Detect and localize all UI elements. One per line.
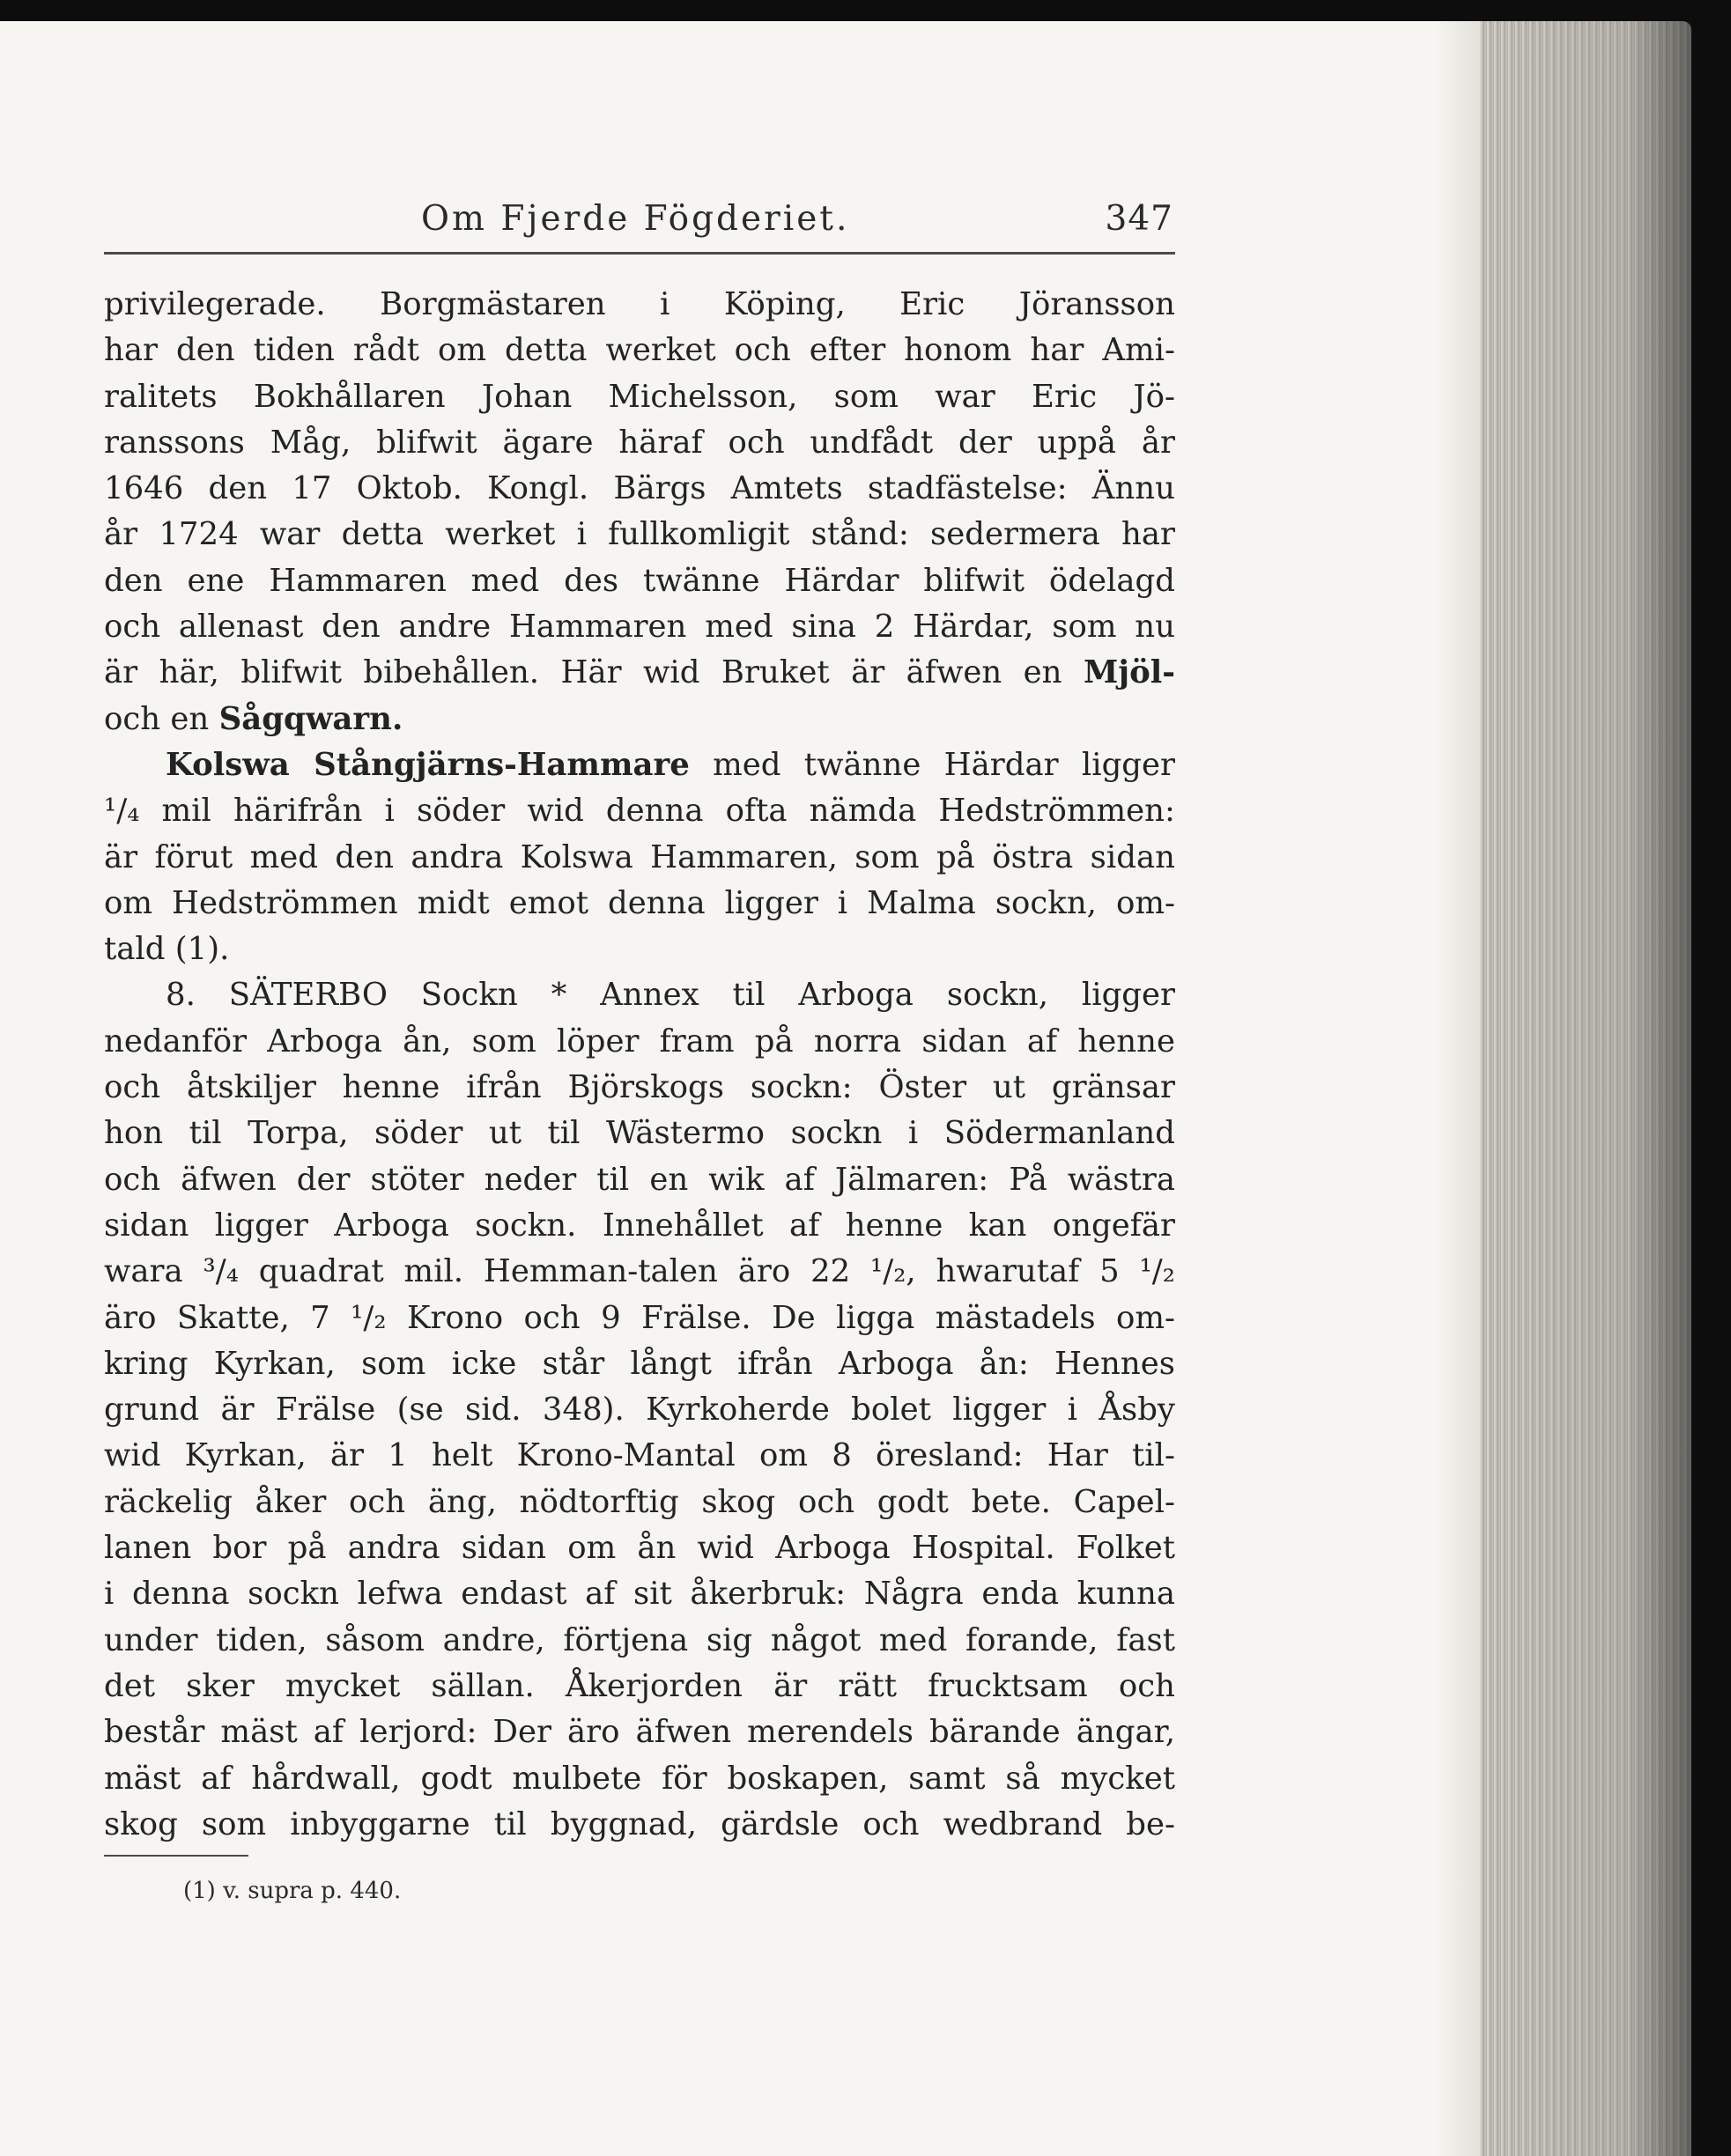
text-line: år 1724 war detta werket i fullkomligit stånd: sedermera har	[104, 516, 1175, 553]
text-line: om Hedströmmen midt emot denna ligger i Malma sockn, om-	[104, 884, 1175, 921]
text-line: skog som inbyggarne til byggnad, gärdsle och wedbrand be-	[104, 1805, 1175, 1842]
text-line: mäst af hårdwall, godt mulbete för boskapen, samt så mycket	[104, 1760, 1175, 1797]
running-title: Om Fjerde Fögderiet.	[421, 199, 850, 239]
text-line	[104, 650, 1175, 696]
text-line: kring Kyrkan, som icke står långt ifrån Arboga ån: Hennes	[104, 1345, 1175, 1382]
text-line: ¹/₄ mil härifrån i söder wid denna ofta nämda Hedströmmen:	[104, 793, 1175, 830]
text-line: wara ³/₄ quadrat mil. Hemman-talen äro 22 ¹/₂, hwarutaf 5 ¹/₂	[104, 1253, 1175, 1290]
bold-term-mjol: Mjöl-	[1083, 654, 1175, 691]
page-edges-shadow	[1480, 21, 1691, 2156]
text-line: hon til Torpa, söder ut til Wästermo sockn i Södermanland	[104, 1115, 1175, 1152]
header-rule	[104, 252, 1175, 255]
text-line: har den tiden rådt om detta werket och efter honom har Ami-	[104, 332, 1175, 369]
footnote-rule	[104, 1855, 248, 1857]
text-segment: och en	[104, 700, 210, 737]
text-line: tald (1).	[104, 931, 230, 968]
text-line: ranssons Måg, blifwit ägare häraf och undfådt der uppå år	[104, 424, 1175, 461]
text-line: och äfwen der stöter neder til en wik af Jälmaren: På wästra	[104, 1161, 1175, 1198]
text-line	[104, 742, 1175, 788]
text-line	[104, 697, 1175, 742]
text-line: 1646 den 17 Oktob. Kongl. Bärgs Amtets stadfästelse: Ännu	[104, 470, 1175, 507]
text-line: är förut med den andra Kolswa Hammaren, som på östra sidan	[104, 838, 1175, 875]
page-number: 347	[1105, 199, 1173, 239]
text-line: och åtskiljer henne ifrån Björskogs sockn: Öster ut gränsar	[104, 1069, 1175, 1106]
text-line: nedanför Arboga ån, som löper fram på norra sidan af henne	[104, 1023, 1175, 1060]
text-line: består mäst af lerjord: Der äro äfwen merendels bärande ängar,	[104, 1714, 1175, 1751]
text-segment: är här, blifwit bibehållen. Här wid Bruket är äfwen en	[104, 654, 1062, 691]
text-line: privilegerade. Borgmästaren i Köping, Eric Jöransson	[104, 286, 1175, 322]
text-line: räckelig åker och äng, nödtorftig skog och godt bete. Capel-	[104, 1483, 1175, 1520]
text-segment: med twänne Härdar ligger	[713, 746, 1175, 783]
text-line: den ene Hammaren med des twänne Härdar blifwit ödelagd	[104, 562, 1175, 599]
text-line: äro Skatte, 7 ¹/₂ Krono och 9 Frälse. De ligga mästadels om-	[104, 1299, 1175, 1336]
text-line: 8. SÄTERBO Sockn * Annex til Arboga sockn, ligger	[166, 977, 1175, 1014]
body-text	[104, 282, 1175, 1848]
bold-term-hammare: Kolswa Stångjärns-Hammare	[166, 746, 690, 783]
bold-term-sagqwarn: Sågqwarn.	[218, 700, 403, 737]
text-line: och allenast den andre Hammaren med sina 2 Härdar, som nu	[104, 609, 1175, 646]
text-line: det sker mycket sällan. Åkerjorden är rätt frucktsam och	[104, 1667, 1175, 1704]
text-line: lanen bor på andra sidan om ån wid Arboga Hospital. Folket	[104, 1530, 1175, 1567]
running-header	[104, 196, 1173, 250]
text-line: under tiden, såsom andre, förtjena sig något med forande, fast	[104, 1621, 1175, 1658]
text-line: i denna sockn lefwa endast af sit åkerbruk: Några enda kunna	[104, 1576, 1175, 1613]
text-line: sidan ligger Arboga sockn. Innehållet af henne kan ongefär	[104, 1207, 1175, 1244]
text-line: grund är Frälse (se sid. 348). Kyrkoherde bolet ligger i Åsby	[104, 1392, 1175, 1429]
text-line: wid Kyrkan, är 1 helt Krono-Mantal om 8 öresland: Har til-	[104, 1437, 1175, 1474]
footnote: (1) v. supra p. 440.	[183, 1878, 402, 1904]
text-line: ralitets Bokhållaren Johan Michelsson, som war Eric Jö-	[104, 378, 1175, 415]
